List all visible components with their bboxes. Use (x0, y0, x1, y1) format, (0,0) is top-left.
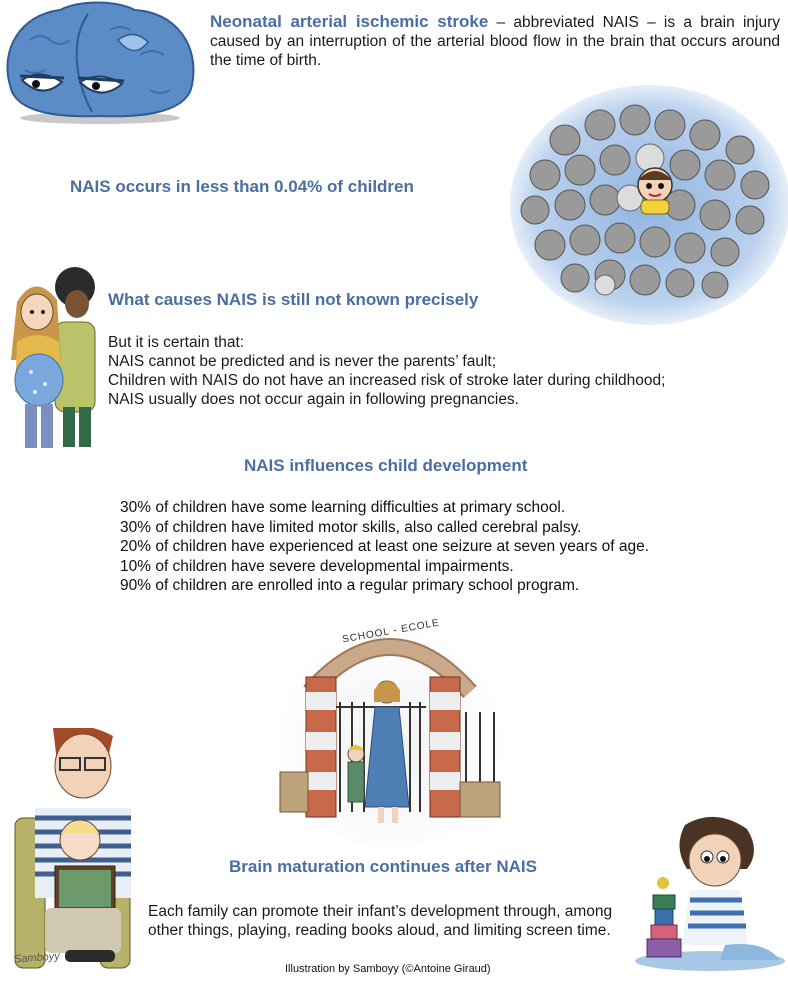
school-sign: SCHOOL - ECOLE (341, 617, 441, 646)
intro-text: – abbreviated NAIS – is a brain injury caused by an interruption of the arterial blood flow in the brain that occurs around the time of birth. (210, 14, 780, 69)
intro-term: Neonatal arterial ischemic stroke (210, 12, 489, 31)
maturation-text: Each family can promote their infant’s development through, among other things, playing, reading books aloud, and limiting screen time. (148, 903, 613, 939)
list-item: 10% of children have severe developmental impairments. (120, 557, 514, 575)
list-item: Children with NAIS do not have an increased risk of stroke later during childhood; (108, 372, 666, 389)
development-list (120, 498, 649, 596)
signature: Samboyy (13, 950, 61, 966)
list-item: 90% of children are enrolled into a regular primary school program. (120, 577, 580, 594)
intro-paragraph (210, 12, 780, 70)
child-blocks-illustration (615, 815, 788, 975)
list-item: 30% of children have limited motor skills, also called cerebral palsy. (120, 518, 582, 536)
causes-lead: But it is certain that: (108, 334, 245, 351)
incidence-heading: NAIS occurs in less than 0.04% of children (70, 177, 414, 196)
list-item: NAIS usually does not occur again in following pregnancies. (108, 391, 519, 408)
school-gate-illustration (270, 612, 510, 852)
illustration-credit: Illustration by Samboyy (©Antoine Giraud) (285, 963, 491, 975)
father-reading-illustration (5, 728, 140, 978)
parents-illustration (5, 262, 105, 452)
brain-illustration (0, 0, 200, 125)
list-item: NAIS cannot be predicted and is never the parents’ fault; (108, 353, 497, 370)
list-item: 30% of children have some learning difficulties at primary school. (120, 499, 566, 516)
causes-list (108, 352, 665, 409)
crowd-of-babies-illustration (505, 80, 788, 325)
list-item: 20% of children have experienced at least one seizure at seven years of age. (120, 538, 650, 555)
development-heading: NAIS influences child development (244, 456, 528, 475)
causes-heading: What causes NAIS is still not known precisely (108, 290, 479, 309)
maturation-heading: Brain maturation continues after NAIS (229, 857, 537, 876)
